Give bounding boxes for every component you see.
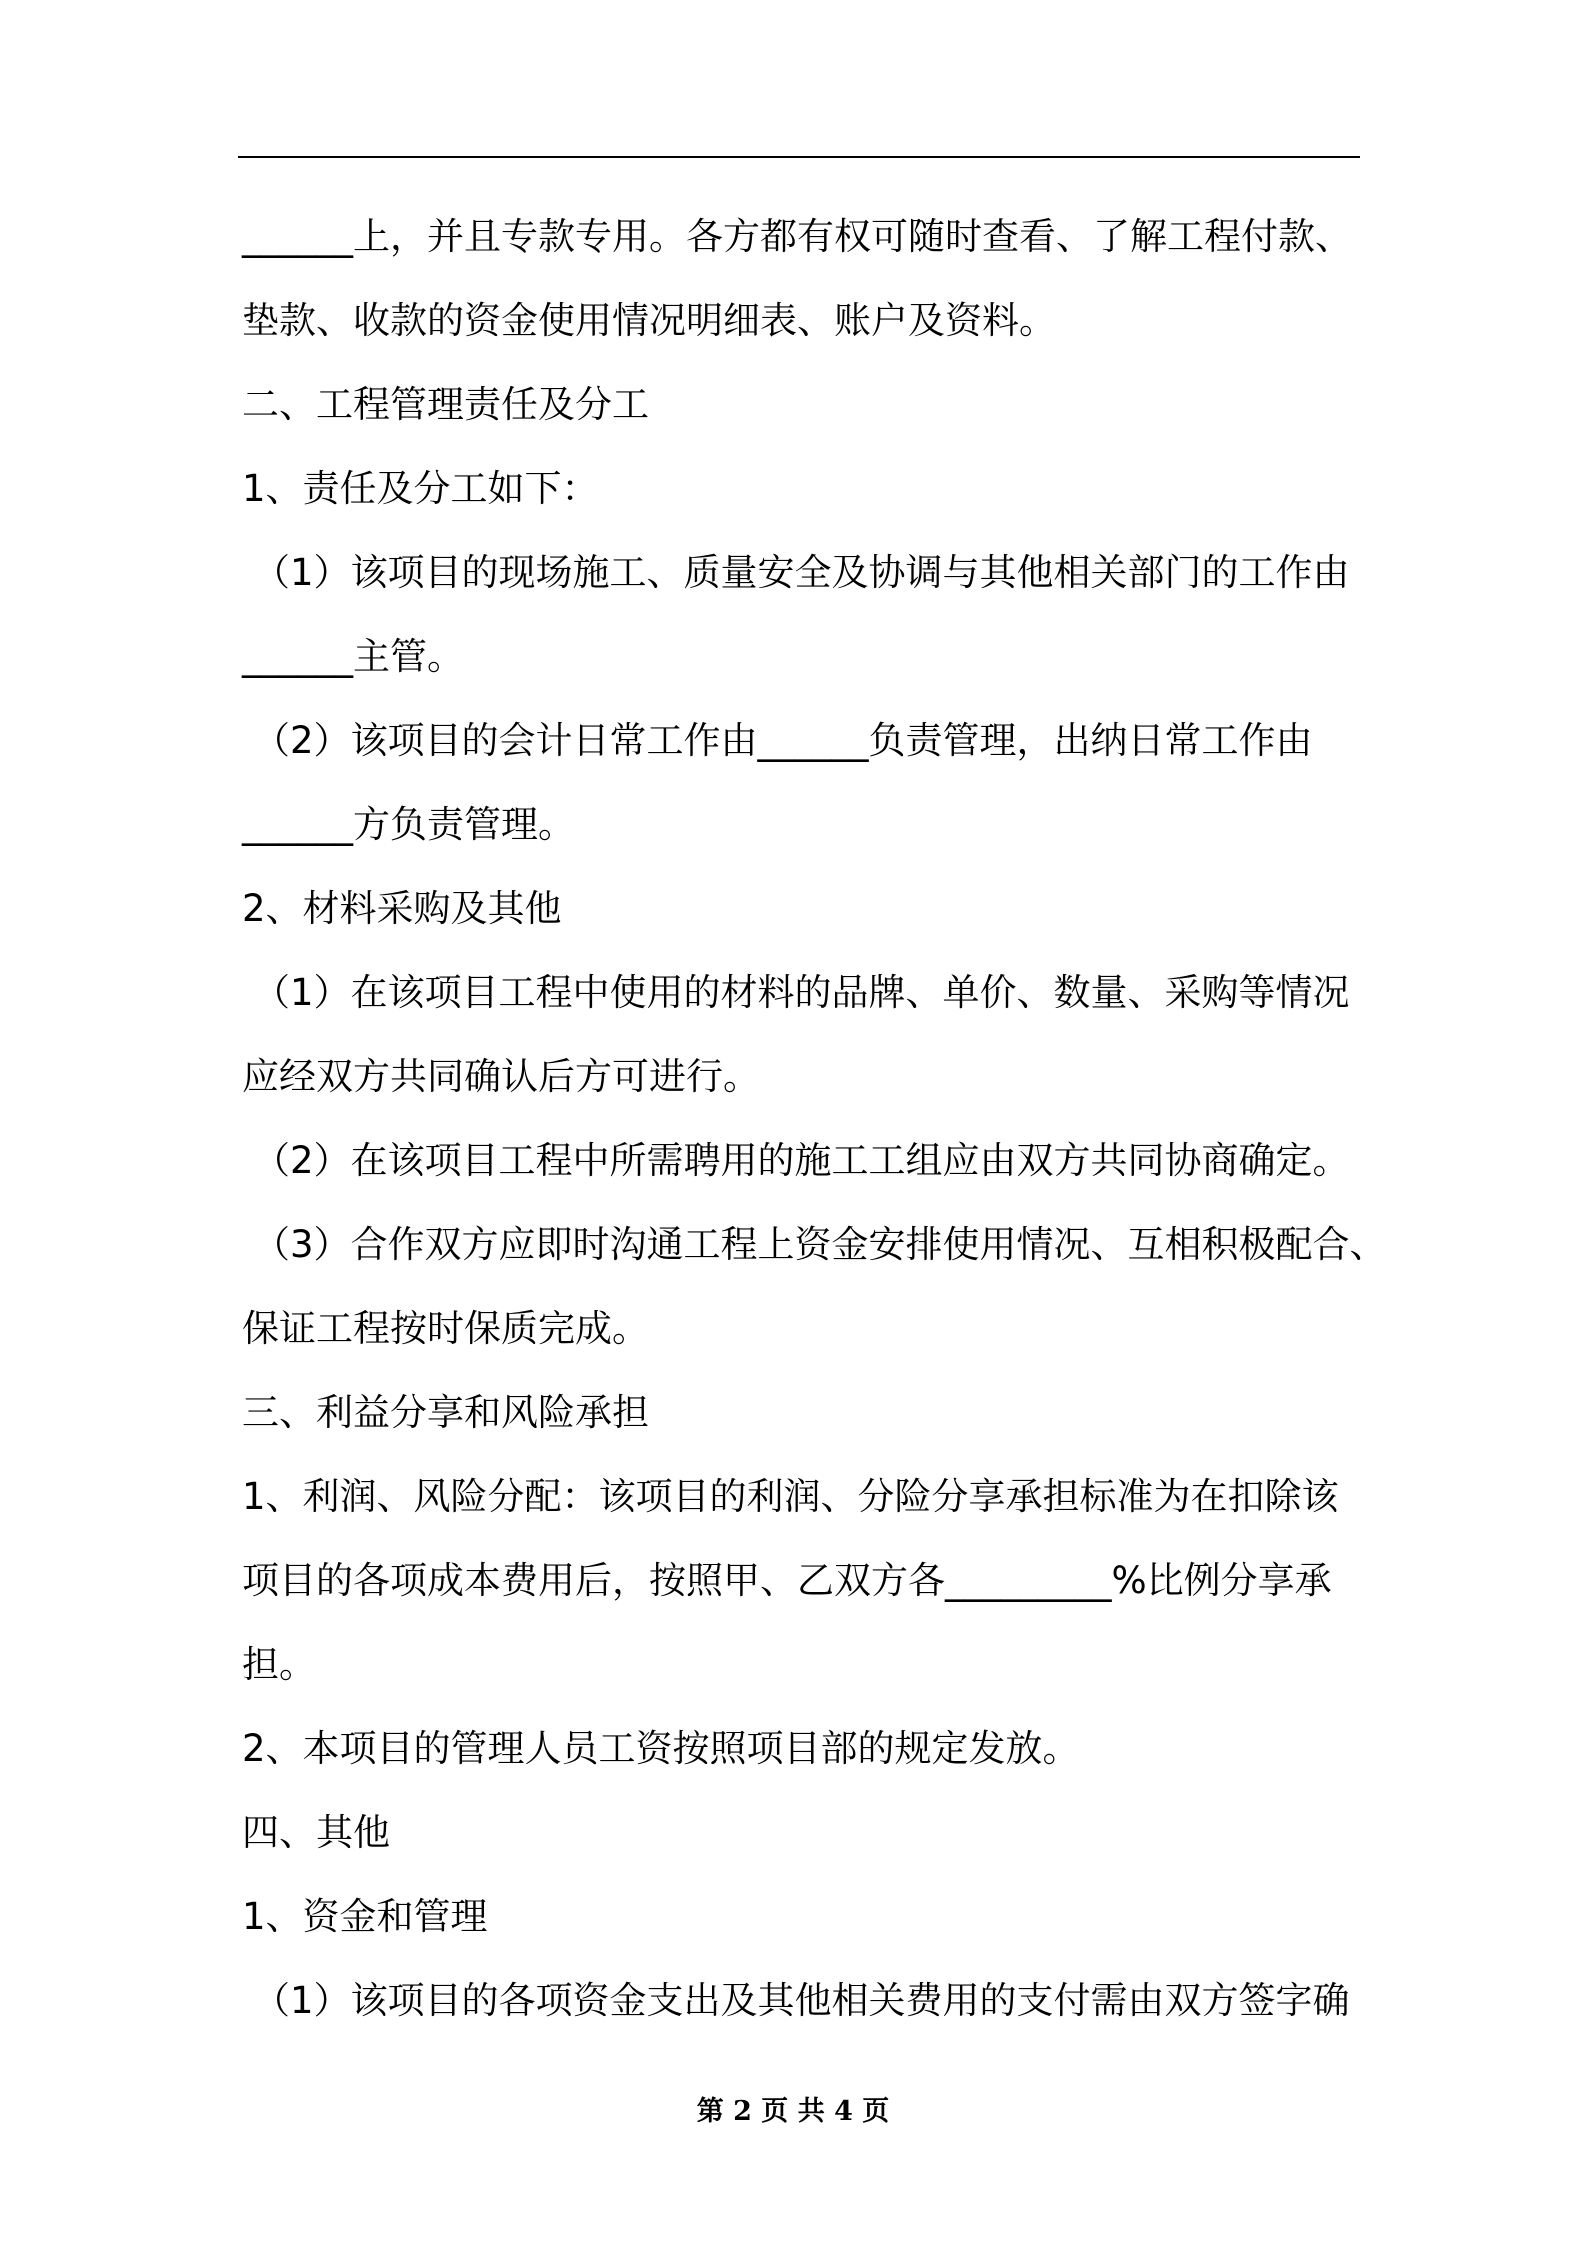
subsection-heading: 1、资金和管理: [242, 1895, 488, 1938]
text-line: 保证工程按时保质完成。: [242, 1307, 649, 1350]
page-number-footer: 第 2 页 共 4 页: [696, 2096, 890, 2127]
section-heading: 二、工程管理责任及分工: [242, 383, 649, 426]
text-line: （1）该项目的各项资金支出及其他相关费用的支付需由双方签字确: [253, 1979, 1350, 2022]
text-line: （2）在该项目工程中所需聘用的施工工组应由双方共同协商确定。: [253, 1139, 1350, 1182]
text-line: 项目的各项成本费用后，按照甲、乙双方各_________%比例分享承: [242, 1559, 1332, 1602]
text-line: 担。: [242, 1643, 316, 1686]
text-line: （2）该项目的会计日常工作由______负责管理，出纳日常工作由: [253, 719, 1313, 762]
text-line: 1、利润、风险分配：该项目的利润、分险分享承担标准为在扣除该: [242, 1475, 1339, 1518]
section-heading: 三、利益分享和风险承担: [242, 1391, 649, 1434]
document-body: [242, 195, 1387, 2043]
header-rule: [238, 156, 1360, 158]
text-line: 垫款、收款的资金使用情况明细表、账户及资料。: [242, 299, 1056, 342]
text-line: （1）在该项目工程中使用的材料的品牌、单价、数量、采购等情况: [253, 971, 1350, 1014]
text-line: ______上，并且专款专用。各方都有权可随时查看、了解工程付款、: [242, 215, 1352, 258]
text-line: 应经双方共同确认后方可进行。: [242, 1055, 760, 1098]
text-line: 2、本项目的管理人员工资按照项目部的规定发放。: [242, 1727, 1080, 1770]
subsection-heading: 1、责任及分工如下：: [242, 467, 599, 510]
text-line: ______主管。: [242, 635, 464, 678]
text-line: ______方负责管理。: [242, 803, 575, 846]
text-line: （1）该项目的现场施工、质量安全及协调与其他相关部门的工作由: [253, 551, 1350, 594]
text-line: （3）合作双方应即时沟通工程上资金安排使用情况、互相积极配合、: [253, 1223, 1387, 1266]
subsection-heading: 2、材料采购及其他: [242, 887, 562, 930]
section-heading: 四、其他: [242, 1811, 390, 1854]
